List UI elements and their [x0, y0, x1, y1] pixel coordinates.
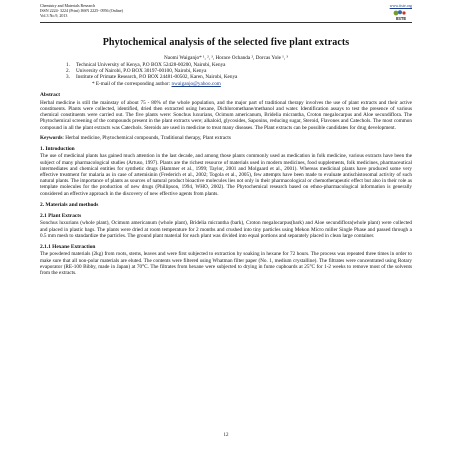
journal-url-link[interactable]: www.iiste.org [389, 3, 412, 8]
affiliation-item: 3. Institute of Primate Research, P.O BOX 24481-00502, Karen, Nairobi, Kenya [66, 74, 238, 81]
journal-issn: ISSN 2224- 3224 (Print) ISSN 2225- 0956 (Online) [40, 8, 123, 14]
header-divider [40, 22, 412, 23]
affiliation-item: 2. University of Nairobi, P.O BOX 30197-00100, Nairobi, Kenya [66, 68, 207, 75]
hexane-extraction-heading: 2.1.1 Hexane Extraction [40, 243, 96, 250]
corresponding-email-link[interactable]: nwaiganjo@yahoo.com [171, 80, 221, 87]
abstract-heading: Abstract [40, 92, 61, 99]
journal-volume: Vol.3 No.9, 2013 [40, 13, 68, 19]
page-number: 12 [223, 433, 229, 438]
affiliation-list [40, 62, 412, 81]
abstract-text: Herbal medicine is still the mainstay of about 75 - 80% of the whole population, and the major part of traditional therapy involves the use of plant extracts and their active constituents. Plants were collected, identified, dried then extracted using hexane, Dichloromethane/methanol and water. Identification assays to test the presence of various chemical constituents were carried out. The five plants were: Sonchus luxurians, Ocimum americanum, Bridelia micrantha, Croton megalocarpus and Aloe secundiflora. The Phytochemical screening of the compounds present in the plant extracts were; alkaloid, glycosides, Saponins, reducing sugar, Steroid, Flavones and Catechols. The most common compound in all the plant extracts was Catechols. Steroids are used in medicine to treat many diseases. The Plant extracts can be possible candidates for drug development. [40, 99, 412, 131]
hexane-extraction-text: The powdered materials (2kg) from roots, stems, leaves and were first subjected to extraction by soaking in hexane for 72 hours. The process was repeated three times in order to make sure that all non-polar materials are eluted. The contents were filtered using Whatman filter paper (No. 1, medium crystalline). The filtrates were concentrated using Rotary evaporator (RE-100 Bibby, made in Japan) at 70°C. The filtrates from hexane were subjected to drying in fume cupboards at 25°C for 1-2 weeks to remove most of the solvents from the extracts. [40, 251, 412, 277]
plant-extracts-text: Sonchus luxurians (whole plant), Ocimum americanum (whole plant), Bridelia micrantha (bark), Croton megalocarpus(bark) and Aloe secundiflora(whole plant) were collected and placed in plastic bags. The plants were dried at room temperature for 2 months and crushed into tiny particles using Mekon Micro miller Single Phase and passed through a 0.5 mm mesh to standardize the particles. The ground plant material for each plant was divided into equal portions and separately placed in clean large container. [40, 220, 412, 239]
keywords-line [40, 135, 412, 141]
paper-title: Phytochemical analysis of the selected five plant extracts [102, 36, 350, 48]
affiliation-item: 1. Technical University of Kenya, P.O BOX 52428-00200, Nairobi, Kenya [66, 61, 226, 68]
plant-extracts-heading: 2.1 Plant Extracts [40, 212, 82, 219]
corresponding-author: * E-mail of the corresponding author: nwaiganjo@yahoo.com [92, 80, 221, 87]
introduction-text: The use of medicinal plants has gained much attention in the last decade, and among those plants commonly used as medication in folk medicine, various extracts have been the subject of many pharmacological studies (Artuso, 1997). Plants are the richest resource of materials used in modern medicines, food supplements, folk medicines, pharmaceutical intermediates and chemical entities for synthetic drugs (Hammer et al., 1999; Taylor, 2001 and Molgaard et al., 2001). Whereas medicinal plants have produced some very effective treatment for malaria as in case of artemisinin (Frederich et al., 2002; Togola et al., 2005), few attempts have been made to evaluate antischistosomal activity of such natural plants. The importance of plants as sources of natural product bioactive molecules lies not only in their pharmacological or chemotherapeutic effect but also in their role as template molecules for the production of new drugs (Phillipson, 1994, WHO, 2002). The Phytochemical research based on ethno-pharmacological information is generally considered an effective approach in the discovery of new effective agents from plants. [40, 153, 412, 197]
svg-text:IISTE: IISTE [395, 16, 407, 21]
journal-header [40, 3, 412, 23]
keywords-label: Keywords [40, 134, 63, 141]
methods-heading: 2. Materials and methods [40, 201, 99, 208]
iiste-logo-icon [390, 9, 412, 21]
author-list: Naomi Waiganjo* ¹, ², ³, Horace Ochanda ², Dorcas Yole ¹, ³ [164, 54, 288, 61]
keywords-text: : Herbal medicine, Phytochemical compounds, Traditional therapy, Plant extracts [62, 134, 231, 141]
introduction-heading: 1. Introduction [40, 145, 75, 152]
journal-name: Chemistry and Materials Research [40, 3, 96, 8]
